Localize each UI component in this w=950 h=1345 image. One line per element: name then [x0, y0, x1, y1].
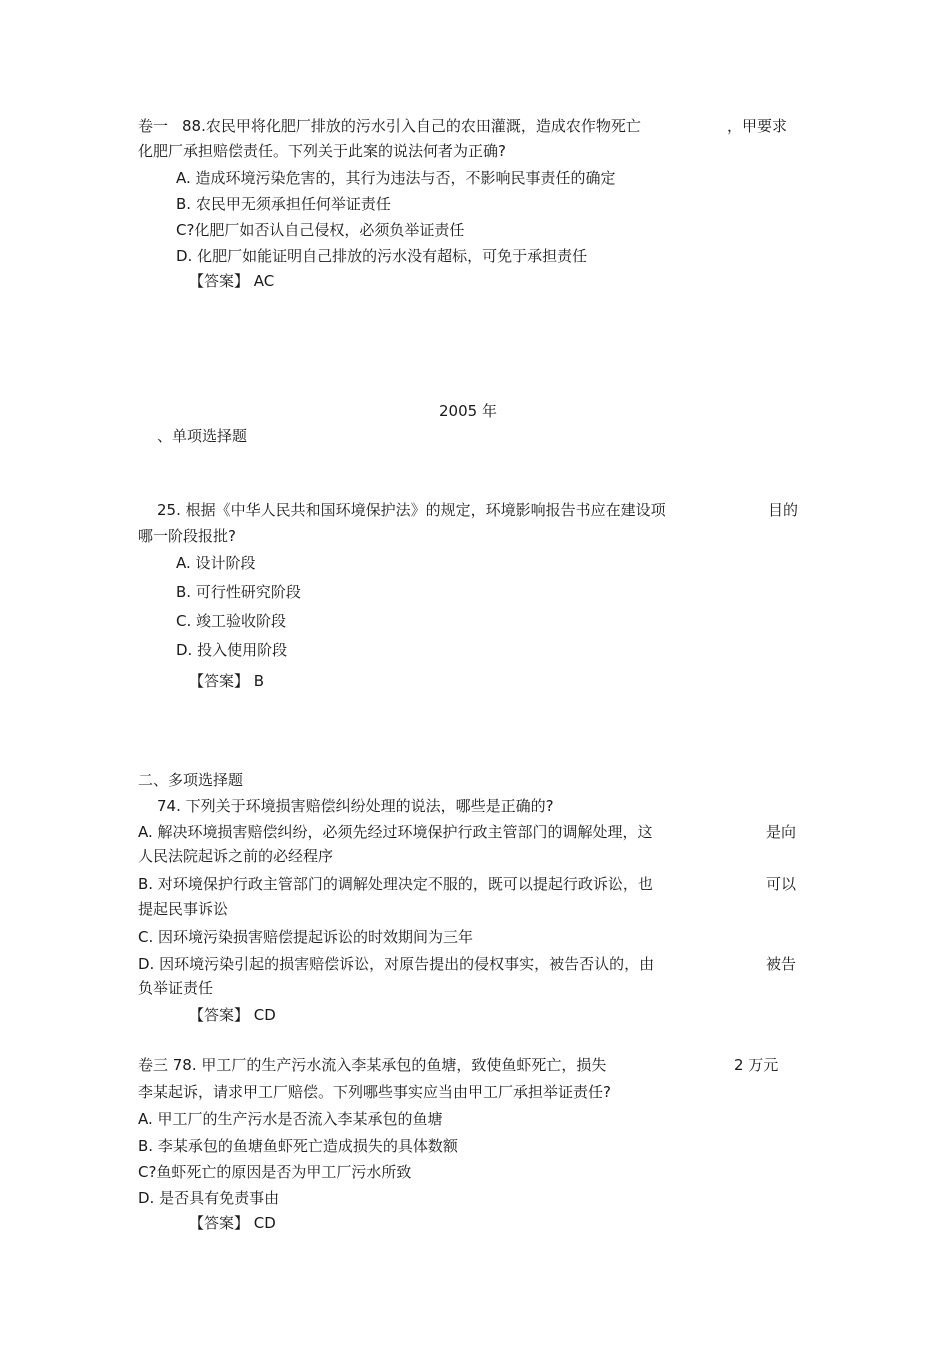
- q88-line2: 化肥厂承担赔偿责任。下列关于此案的说法何者为正确?: [138, 142, 506, 160]
- q78-option-d: D. 是否具有免责事由: [138, 1189, 280, 1207]
- q74-option-a-line2: 人民法院起诉之前的必经程序: [138, 847, 334, 865]
- q74-option-a-line1-tail: 是向: [766, 823, 797, 841]
- q78-line2: 李某起诉，请求甲工厂赔偿。下列哪些事实应当由甲工厂承担举证责任?: [138, 1083, 611, 1101]
- q74-option-b-line1: B. 对环境保护行政主管部门的调解处理决定不服的，既可以提起行政诉讼，也: [138, 875, 653, 893]
- q74-option-b-line1-tail: 可以: [766, 875, 797, 893]
- q78-option-c: C?鱼虾死亡的原因是否为甲工厂污水所致: [138, 1163, 412, 1181]
- q25-option-b: B. 可行性研究阶段: [176, 583, 301, 601]
- q25-option-c: C. 竣工验收阶段: [176, 612, 287, 630]
- q88-line1-tail: ，甲要求: [727, 117, 788, 135]
- q88-option-d: D. 化肥厂如能证明自己排放的污水没有超标，可免于承担责任: [176, 247, 588, 265]
- section-single-choice: 、单项选择题: [157, 427, 248, 445]
- q74-option-b-line2: 提起民事诉讼: [138, 900, 229, 918]
- q88-option-a: A. 造成环境污染危害的，其行为违法与否，不影响民事责任的确定: [176, 169, 616, 187]
- q25-option-d: D. 投入使用阶段: [176, 641, 288, 659]
- q78-answer: 【答案】 CD: [189, 1214, 276, 1232]
- q88-line1: [138, 116, 641, 136]
- q25-answer: 【答案】 B: [189, 672, 265, 690]
- q25-line1: 25. 根据《中华人民共和国环境保护法》的规定，环境影响报告书应在建设项: [157, 501, 666, 519]
- q88-answer: 【答案】 AC: [189, 272, 275, 290]
- q88-number: 88.: [182, 117, 206, 135]
- q78-line1: 卷三 78. 甲工厂的生产污水流入李某承包的鱼塘，致使鱼虾死亡，损失: [138, 1056, 607, 1074]
- q78-option-a: A. 甲工厂的生产污水是否流入李某承包的鱼塘: [138, 1110, 443, 1128]
- q74-answer: 【答案】 CD: [189, 1006, 276, 1024]
- q74-option-d-line1: D. 因环境污染引起的损害赔偿诉讼，对原告提出的侵权事实，被告否认的，由: [138, 955, 655, 973]
- q88-prefix: 卷一: [138, 117, 169, 135]
- year-heading: 2005 年: [439, 402, 497, 420]
- q88-text: 农民甲将化肥厂排放的污水引入自己的农田灌溉，造成农作物死亡: [205, 117, 641, 135]
- q74-title: 74. 下列关于环境损害赔偿纠纷处理的说法，哪些是正确的?: [157, 797, 554, 815]
- section-multiple-choice: 二、多项选择题: [138, 771, 244, 789]
- q88-option-b: B. 农民甲无须承担任何举证责任: [176, 195, 391, 213]
- q25-option-a: A. 设计阶段: [176, 554, 256, 572]
- q74-option-d-line2: 负举证责任: [138, 979, 214, 997]
- q25-line1-tail: 目的: [768, 501, 799, 519]
- q78-option-b: B. 李某承包的鱼塘鱼虾死亡造成损失的具体数额: [138, 1137, 458, 1155]
- q78-line1-tail: 2 万元: [734, 1056, 779, 1074]
- q74-option-d-line1-tail: 被告: [766, 955, 797, 973]
- q25-line2: 哪一阶段报批?: [138, 527, 236, 545]
- q88-option-c: C?化肥厂如否认自己侵权，必须负举证责任: [176, 221, 465, 239]
- q74-option-a-line1: A. 解决环境损害赔偿纠纷，必须先经过环境保护行政主管部门的调解处理，这: [138, 823, 653, 841]
- q74-option-c: C. 因环境污染损害赔偿提起诉讼的时效期间为三年: [138, 928, 474, 946]
